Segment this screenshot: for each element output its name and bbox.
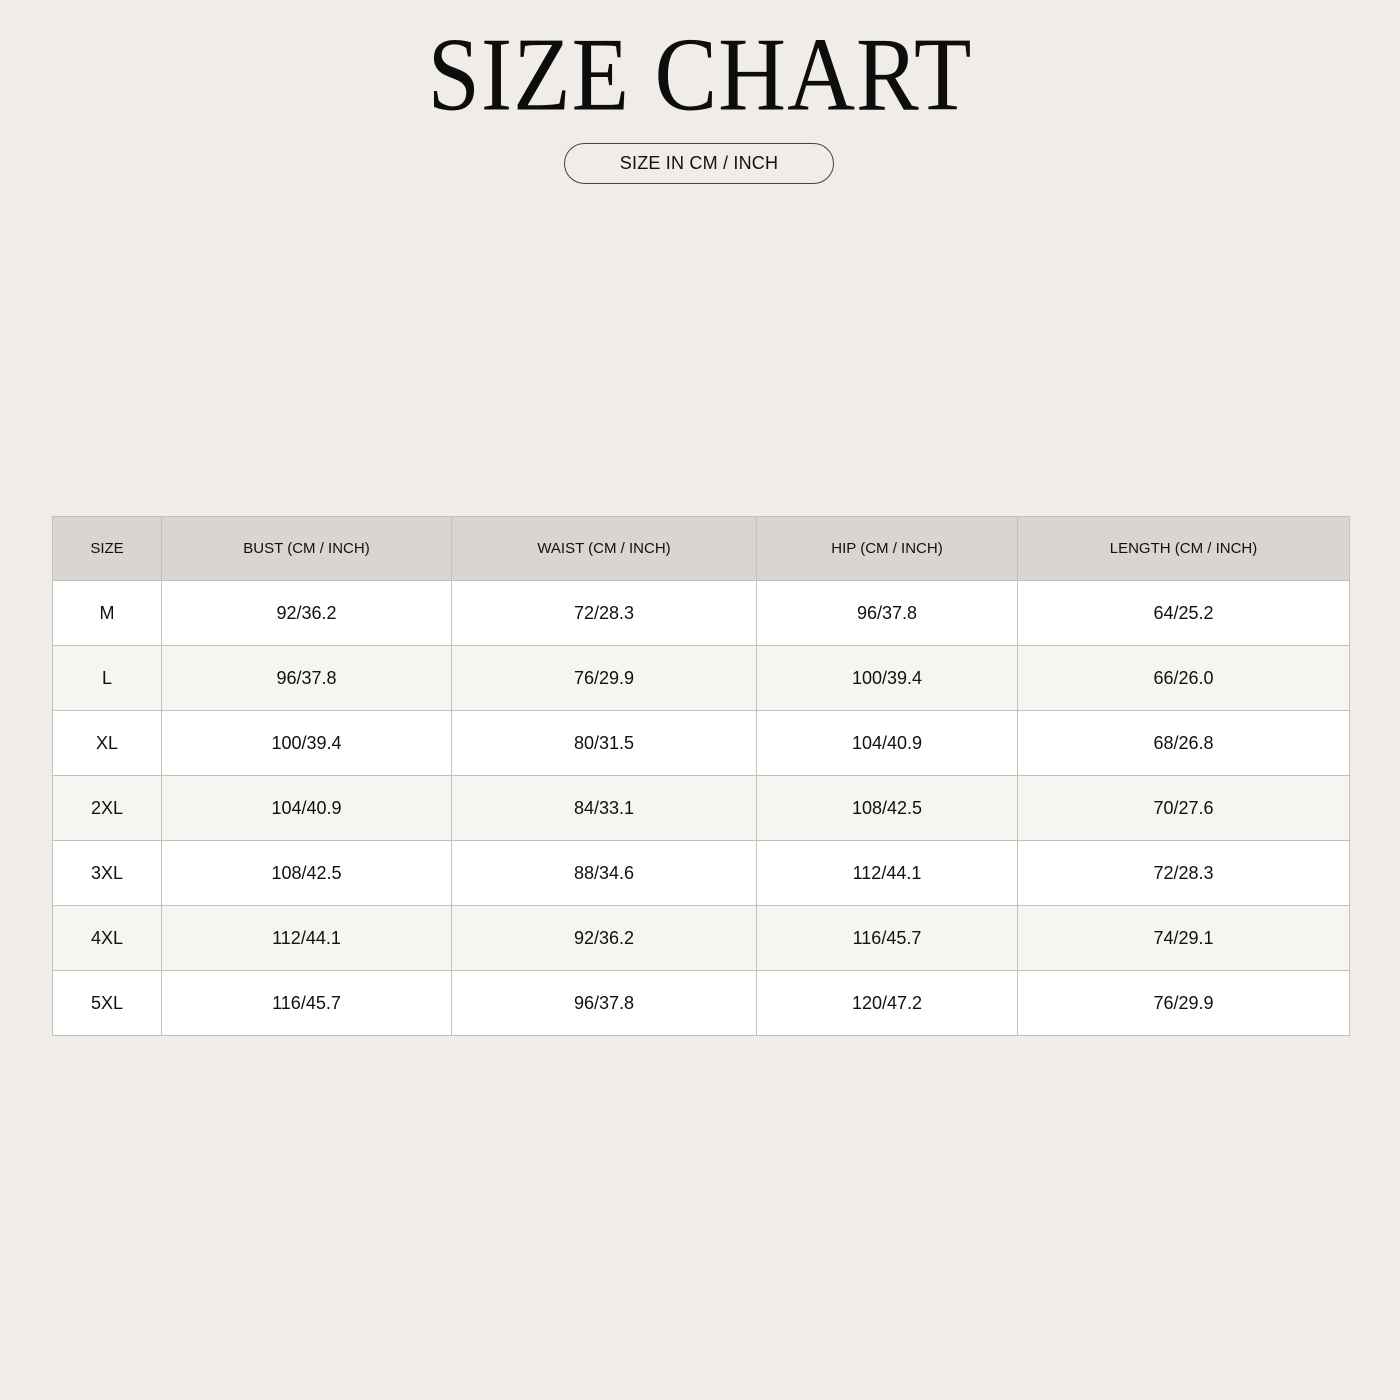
- cell-size: 2XL: [53, 776, 162, 841]
- cell-waist: 88/34.6: [452, 841, 757, 906]
- page-title: SIZE CHART: [427, 16, 973, 133]
- table-row: [53, 841, 1350, 906]
- cell-length: 66/26.0: [1018, 646, 1350, 711]
- cell-bust: 96/37.8: [162, 646, 452, 711]
- size-table: [52, 516, 1350, 1036]
- cell-length: 74/29.1: [1018, 906, 1350, 971]
- cell-hip: 108/42.5: [757, 776, 1018, 841]
- table-row: [53, 711, 1350, 776]
- table-row: [53, 581, 1350, 646]
- cell-waist: 96/37.8: [452, 971, 757, 1036]
- cell-bust: 108/42.5: [162, 841, 452, 906]
- table-row: [53, 971, 1350, 1036]
- cell-size: 4XL: [53, 906, 162, 971]
- cell-size: 5XL: [53, 971, 162, 1036]
- table-row: [53, 646, 1350, 711]
- unit-badge-label: SIZE IN CM / INCH: [619, 153, 779, 173]
- cell-bust: 112/44.1: [162, 906, 452, 971]
- cell-hip: 116/45.7: [757, 906, 1018, 971]
- cell-size: XL: [53, 711, 162, 776]
- cell-waist: 72/28.3: [452, 581, 757, 646]
- cell-bust: 104/40.9: [162, 776, 452, 841]
- cell-length: 70/27.6: [1018, 776, 1350, 841]
- header-size: SIZE: [53, 517, 162, 581]
- cell-waist: 84/33.1: [452, 776, 757, 841]
- cell-bust: 116/45.7: [162, 971, 452, 1036]
- cell-length: 68/26.8: [1018, 711, 1350, 776]
- cell-hip: 112/44.1: [757, 841, 1018, 906]
- cell-size: M: [53, 581, 162, 646]
- cell-hip: 100/39.4: [757, 646, 1018, 711]
- table-header-row: [53, 517, 1350, 581]
- cell-waist: 80/31.5: [452, 711, 757, 776]
- cell-length: 64/25.2: [1018, 581, 1350, 646]
- cell-size: 3XL: [53, 841, 162, 906]
- header-waist: WAIST (CM / INCH): [452, 517, 757, 581]
- cell-waist: 76/29.9: [452, 646, 757, 711]
- header-hip: HIP (CM / INCH): [757, 517, 1018, 581]
- header-bust: BUST (CM / INCH): [162, 517, 452, 581]
- cell-bust: 92/36.2: [162, 581, 452, 646]
- cell-length: 72/28.3: [1018, 841, 1350, 906]
- table-row: [53, 776, 1350, 841]
- header-length: LENGTH (CM / INCH): [1018, 517, 1350, 581]
- cell-hip: 104/40.9: [757, 711, 1018, 776]
- cell-waist: 92/36.2: [452, 906, 757, 971]
- cell-hip: 96/37.8: [757, 581, 1018, 646]
- unit-badge: [564, 143, 834, 184]
- cell-length: 76/29.9: [1018, 971, 1350, 1036]
- table-row: [53, 906, 1350, 971]
- cell-size: L: [53, 646, 162, 711]
- cell-bust: 100/39.4: [162, 711, 452, 776]
- cell-hip: 120/47.2: [757, 971, 1018, 1036]
